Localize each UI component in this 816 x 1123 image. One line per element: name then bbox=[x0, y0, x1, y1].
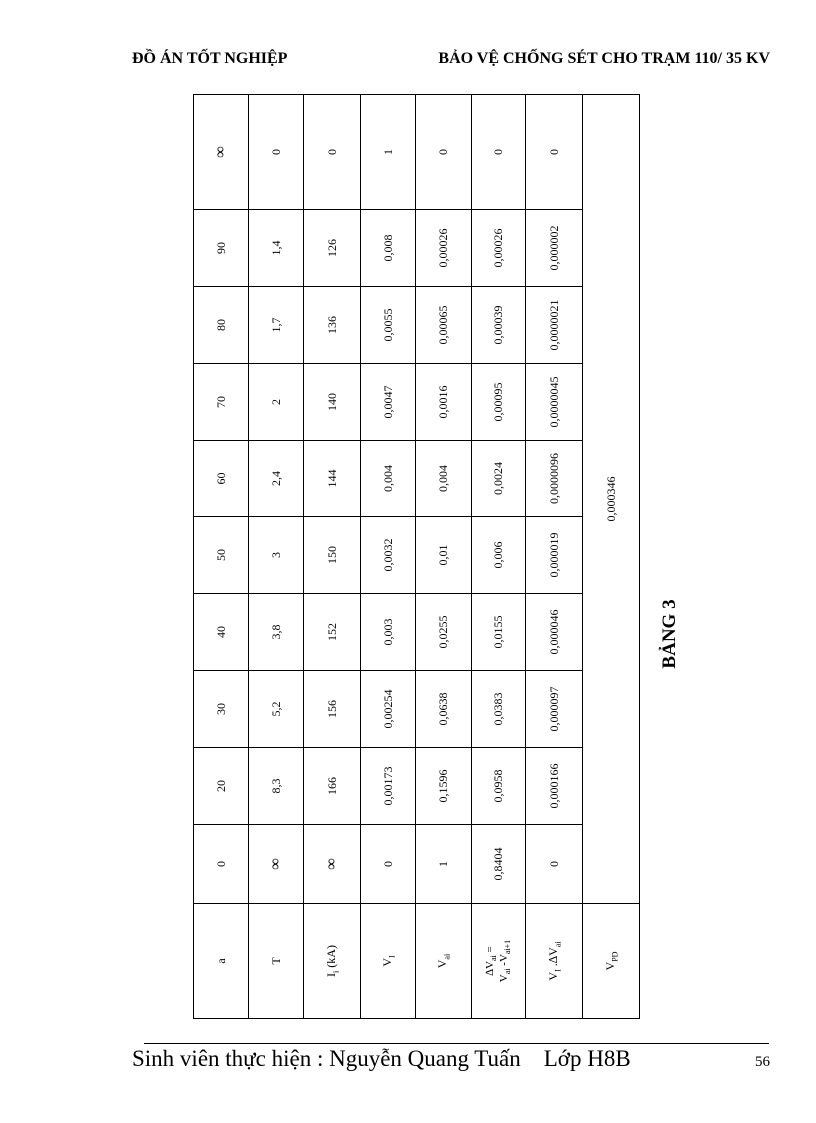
table-row-i bbox=[304, 95, 361, 1019]
cell-product: 0,000002 bbox=[526, 210, 583, 287]
label-main: V bbox=[497, 974, 510, 983]
vpd-value-cell: 0,000346 bbox=[583, 95, 640, 904]
cell-product: 0,0000045 bbox=[526, 364, 583, 441]
cell-vi: 0,003 bbox=[361, 594, 416, 671]
row-label-a: a bbox=[194, 904, 249, 1019]
table-row-vi bbox=[361, 95, 416, 1019]
cell-t: 2 bbox=[249, 364, 304, 441]
cell-a: 80 bbox=[194, 287, 249, 364]
label-main: V bbox=[379, 958, 394, 967]
footer-author: Sinh viên thực hiện : Nguyễn Quang Tuấn Lớp H8B bbox=[132, 1046, 631, 1071]
label-main: V bbox=[602, 961, 617, 971]
cell-vai: 0,004 bbox=[416, 441, 472, 517]
cell-t: ∞ bbox=[249, 825, 304, 904]
cell-vi: 0,00254 bbox=[361, 671, 416, 748]
table-row-t bbox=[249, 95, 304, 1019]
cell-delta-vai: 0,006 bbox=[472, 517, 526, 594]
label-sub: ai bbox=[489, 955, 499, 962]
label-unit: (kA) bbox=[323, 945, 338, 971]
table-container bbox=[193, 115, 639, 1019]
cell-a: ∞ bbox=[194, 95, 249, 210]
label-mid: -V bbox=[497, 954, 510, 969]
row-label-vi bbox=[361, 904, 416, 1019]
table-row-a bbox=[194, 95, 249, 1019]
cell-product: 0,000019 bbox=[526, 517, 583, 594]
cell-a: 70 bbox=[194, 364, 249, 441]
footer-rule bbox=[144, 1043, 769, 1044]
cell-delta-vai: 0,0958 bbox=[472, 748, 526, 825]
cell-a: 60 bbox=[194, 441, 249, 517]
cell-vai: 0 bbox=[416, 95, 472, 210]
header-right: BẢO VỆ CHỐNG SÉT CHO TRẠM 110/ 35 KV bbox=[438, 50, 770, 67]
cell-vi: 0,008 bbox=[361, 210, 416, 287]
row-label-delta-vai bbox=[472, 904, 526, 1019]
cell-i: 126 bbox=[304, 210, 361, 287]
label-main: I bbox=[323, 972, 338, 977]
label-eq: = bbox=[483, 946, 496, 956]
cell-delta-vai: 0,00095 bbox=[472, 364, 526, 441]
cell-vi: 0,004 bbox=[361, 441, 416, 517]
label-main: ∆V bbox=[483, 961, 496, 976]
cell-product: 0,000046 bbox=[526, 594, 583, 671]
cell-t: 8,3 bbox=[249, 748, 304, 825]
row-label-vpd bbox=[583, 904, 640, 1019]
header-left: ĐỒ ÁN TỐT NGHIỆP bbox=[132, 50, 288, 67]
cell-vi: 1 bbox=[361, 95, 416, 210]
cell-product: 0,000097 bbox=[526, 671, 583, 748]
label-main: V bbox=[435, 959, 450, 969]
cell-vai: 0,00065 bbox=[416, 287, 472, 364]
table-caption bbox=[650, 596, 690, 672]
cell-vai: 0,0255 bbox=[416, 594, 472, 671]
cell-t: 1,7 bbox=[249, 287, 304, 364]
cell-delta-vai: 0,0383 bbox=[472, 671, 526, 748]
table-row-vai bbox=[416, 95, 472, 1019]
cell-i: ∞ bbox=[304, 825, 361, 904]
cell-t: 3 bbox=[249, 517, 304, 594]
cell-vi: 0,0032 bbox=[361, 517, 416, 594]
cell-vi: 0 bbox=[361, 825, 416, 904]
cell-product: 0 bbox=[526, 95, 583, 210]
cell-product: 0,000166 bbox=[526, 748, 583, 825]
cell-a: 20 bbox=[194, 748, 249, 825]
table-row-delta-vai bbox=[472, 95, 526, 1019]
label-main: V bbox=[545, 971, 560, 981]
cell-a: 50 bbox=[194, 517, 249, 594]
cell-i: 136 bbox=[304, 287, 361, 364]
cell-vai: 0,01 bbox=[416, 517, 472, 594]
cell-vi: 0,0055 bbox=[361, 287, 416, 364]
cell-vi: 0,0047 bbox=[361, 364, 416, 441]
data-table bbox=[193, 94, 640, 1019]
cell-t: 1,4 bbox=[249, 210, 304, 287]
label-sub: ai bbox=[553, 941, 563, 948]
cell-t: 2,4 bbox=[249, 441, 304, 517]
row-label-i bbox=[304, 904, 361, 1019]
row-label-t: T bbox=[249, 904, 304, 1019]
page-number: 56 bbox=[755, 1054, 770, 1070]
cell-delta-vai: 0 bbox=[472, 95, 526, 210]
cell-t: 5,2 bbox=[249, 671, 304, 748]
cell-i: 150 bbox=[304, 517, 361, 594]
cell-vai: 1 bbox=[416, 825, 472, 904]
cell-vi: 0,00173 bbox=[361, 748, 416, 825]
label-sub: ai bbox=[442, 953, 452, 960]
table-row-vpd bbox=[583, 95, 640, 1019]
label-sub: PD bbox=[610, 951, 620, 962]
label-sub: ai+1 bbox=[502, 939, 512, 955]
label-mid: .∆V bbox=[545, 947, 560, 970]
cell-vai: 0,1596 bbox=[416, 748, 472, 825]
cell-i: 166 bbox=[304, 748, 361, 825]
label-sub: ai bbox=[502, 968, 512, 975]
cell-product: 0 bbox=[526, 825, 583, 904]
cell-a: 0 bbox=[194, 825, 249, 904]
cell-a: 30 bbox=[194, 671, 249, 748]
cell-t: 3,8 bbox=[249, 594, 304, 671]
label-sub: i bbox=[331, 970, 341, 973]
cell-i: 152 bbox=[304, 594, 361, 671]
cell-vai: 0,0016 bbox=[416, 364, 472, 441]
row-label-product bbox=[526, 904, 583, 1019]
cell-a: 90 bbox=[194, 210, 249, 287]
cell-a: 40 bbox=[194, 594, 249, 671]
cell-t: 0 bbox=[249, 95, 304, 210]
cell-product: 0,0000021 bbox=[526, 287, 583, 364]
cell-i: 156 bbox=[304, 671, 361, 748]
caption-text: BẢNG 3 bbox=[659, 599, 680, 669]
cell-delta-vai: 0,0024 bbox=[472, 441, 526, 517]
cell-delta-vai: 0,00026 bbox=[472, 210, 526, 287]
table-row-product bbox=[526, 95, 583, 1019]
label-sub: I bbox=[553, 969, 563, 972]
row-label-vai bbox=[416, 904, 472, 1019]
cell-vai: 0,00026 bbox=[416, 210, 472, 287]
label-sub: I bbox=[387, 955, 397, 958]
cell-i: 144 bbox=[304, 441, 361, 517]
cell-i: 0 bbox=[304, 95, 361, 210]
cell-product: 0,0000096 bbox=[526, 441, 583, 517]
cell-i: 140 bbox=[304, 364, 361, 441]
cell-delta-vai: 0,0155 bbox=[472, 594, 526, 671]
cell-delta-vai: 0,8404 bbox=[472, 825, 526, 904]
cell-vai: 0,0638 bbox=[416, 671, 472, 748]
cell-delta-vai: 0,00039 bbox=[472, 287, 526, 364]
